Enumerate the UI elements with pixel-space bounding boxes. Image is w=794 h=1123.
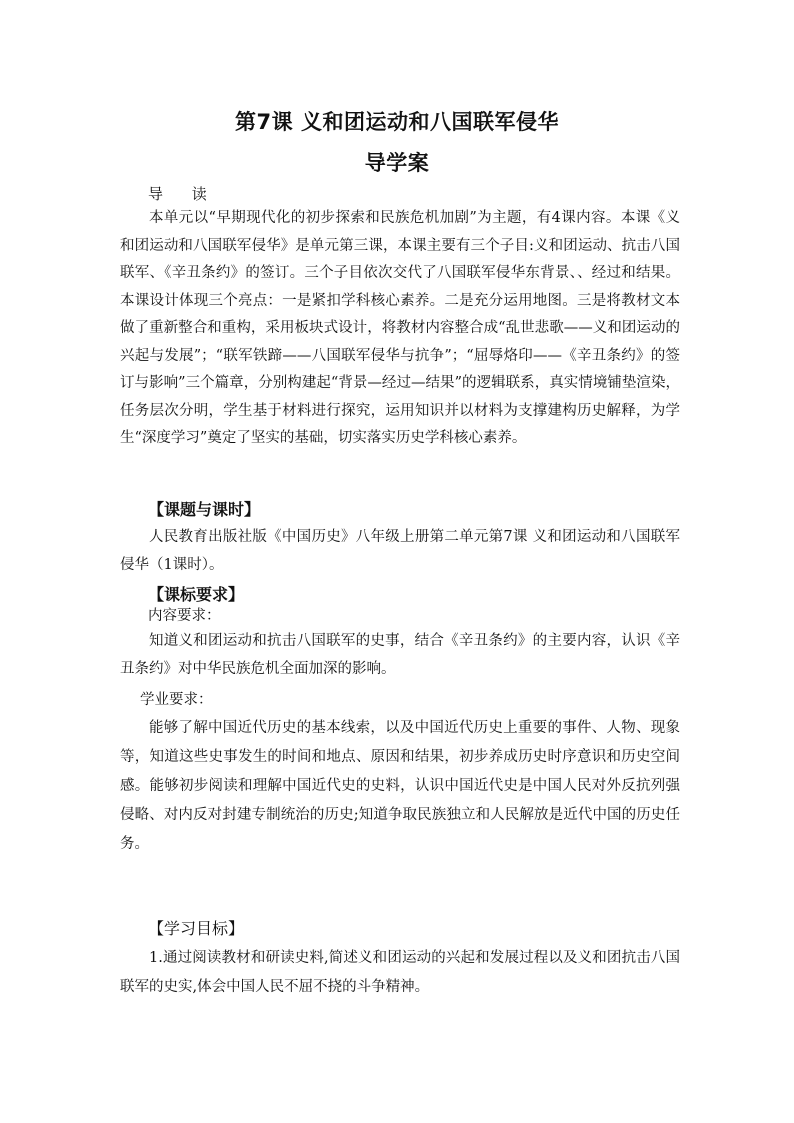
content-requirements-paragraph — [120, 628, 680, 683]
objective-item-1: 1.通过阅读教材和研读史料,简述义和团运动的兴起和发展过程以及义和团抗击八国联军的史实,体会中国人民不屈不挠的斗争精神。 — [120, 950, 680, 995]
lesson-info-text: 人民教育出版社版《中国历史》八年级上册第二单元第7课 义和团运动和八国联军侵华（1课时）。 — [120, 529, 680, 573]
guide-heading: 导 读 — [148, 185, 219, 203]
content-requirements-label: 内容要求： — [148, 608, 221, 624]
lesson-subtitle: 导学案 — [364, 151, 430, 175]
objectives-paragraph — [120, 944, 680, 1002]
lesson-info-paragraph — [120, 524, 680, 579]
content-requirements-text: 知道义和团运动和抗击八国联军的史事，结合《辛丑条约》的主要内容，认识《辛丑条约》对中华民族危机全面加深的影响。 — [120, 633, 680, 677]
guide-text: 本单元以“早期现代化的初步探索和民族危机加剧”为主题，有4课内容。本课《义和团运动和八国联军侵华》是单元第三课，本课主要有三个子目:义和团运动、抗击八国联军、《辛丑条约》的签订。三个子目依次交代了八国联军侵华东背景、、经过和结果。本课设计体现三个亮点：一是紧扣学科核心素养。二是充分运用地图。三是将教材文本做了重新整合和重构，采用板块式设计，将教材内容整合成“乱世悲歌——义和团运动的兴起与发展”；“联军铁蹄——八国联军侵华与抗争”；“屈辱烙印——《辛丑条约》的签订与影响”三个篇章，分别构建起“背景—经过—结果”的逻辑联系，真实情境铺垫渲染，任务层次分明，学生基于材料进行探究，运用知识并以材料为支撑建构历史解释，为学生“深度学习”奠定了坚实的基础，切实落实历史学科核心素养。 — [120, 210, 680, 446]
guide-paragraph — [120, 205, 680, 453]
academic-requirements-text: 能够了解中国近代历史的基本线索，以及中国近代历史上重要的事件、人物、现象等，知道这些史事发生的时间和地点、原因和结果，初步养成历史时序意识和历史空间感。能够初步阅读和理解中国近代史的史料，认识中国近代史是中国人民对外反抗列强侵略、对内反对封建专制统治的历史;知道争取民族独立和人民解放是近代中国的历史任务。 — [120, 720, 680, 852]
academic-requirements-label: 学业要求： — [140, 692, 213, 708]
lesson-title: 第7课 义和团运动和八国联军侵华 — [235, 110, 559, 134]
standards-heading: 【课标要求】 — [148, 585, 245, 604]
lesson-info-heading: 【课题与课时】 — [148, 500, 261, 519]
academic-requirements-paragraph — [120, 714, 680, 859]
objectives-heading: 【学习目标】 — [148, 919, 245, 938]
